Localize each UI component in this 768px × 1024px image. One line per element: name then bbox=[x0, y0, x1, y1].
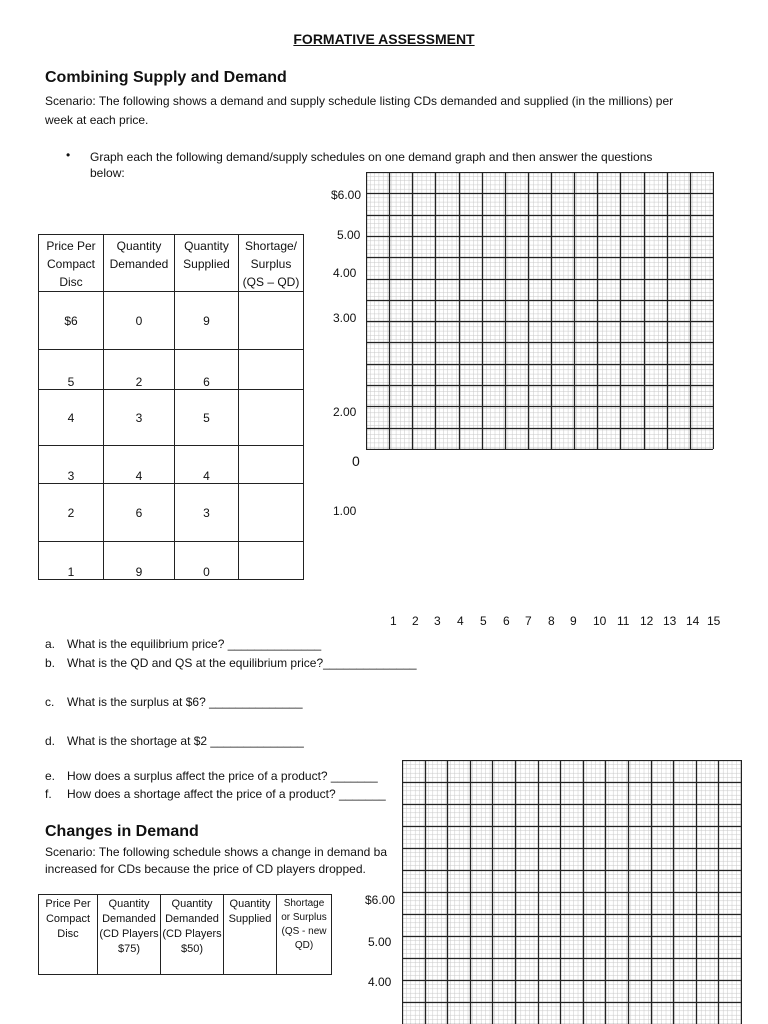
question-b bbox=[45, 656, 417, 670]
question-text: What is the surplus at $6? ______________ bbox=[67, 695, 303, 709]
question-a bbox=[45, 637, 321, 651]
scenario2-text-line1: Scenario: The following schedule shows a change in demand ba bbox=[45, 845, 387, 859]
table-row bbox=[39, 292, 304, 350]
graph1-y-label: 4.00 bbox=[333, 266, 357, 280]
graph1-y-label: 5.00 bbox=[337, 228, 361, 242]
instruction-line1: Graph each the following demand/supply schedules on one demand graph and then answer the questions bbox=[90, 150, 653, 164]
header-qd-50: Quantity Demanded (CD Players $50) bbox=[161, 895, 224, 975]
graph1-x-label: 13 bbox=[663, 614, 677, 628]
cell-qs: 9 bbox=[175, 292, 239, 350]
section-heading-changes-demand: Changes in Demand bbox=[45, 823, 199, 840]
graph1-x-label: 5 bbox=[480, 614, 487, 628]
graph2-y-label: 4.00 bbox=[368, 975, 392, 989]
page-title: FORMATIVE ASSESSMENT bbox=[293, 31, 475, 47]
graph2-y-label: $6.00 bbox=[365, 893, 396, 907]
graph1-y-label: $6.00 bbox=[331, 188, 362, 202]
cell-qs: 4 bbox=[175, 446, 239, 484]
header-quantity-supplied: Quantity Supplied bbox=[175, 235, 239, 292]
cell-qd: 3 bbox=[104, 390, 175, 446]
question-e bbox=[45, 769, 378, 783]
table-row bbox=[39, 350, 304, 390]
graph1-y-label: 3.00 bbox=[333, 311, 357, 325]
cell-price: $6 bbox=[39, 292, 104, 350]
question-marker: f. bbox=[45, 787, 52, 801]
cell-qd: 4 bbox=[104, 446, 175, 484]
graph1-y-label: 2.00 bbox=[333, 405, 357, 419]
cell-qd: 6 bbox=[104, 484, 175, 542]
question-marker: d. bbox=[45, 734, 56, 748]
graph1-x-label: 15 bbox=[707, 614, 721, 628]
question-text: What is the QD and QS at the equilibrium price?______________ bbox=[67, 656, 417, 670]
graph1-x-label: 14 bbox=[686, 614, 700, 628]
cell-qs: 5 bbox=[175, 390, 239, 446]
cell-price: 4 bbox=[39, 390, 104, 446]
cell-qs: 3 bbox=[175, 484, 239, 542]
graph2-grid[interactable] bbox=[402, 760, 742, 1024]
question-f bbox=[45, 787, 386, 801]
cell-answer[interactable] bbox=[239, 292, 304, 350]
cell-qs: 0 bbox=[175, 542, 239, 580]
graph1-x-label: 10 bbox=[593, 614, 607, 628]
cell-qs: 6 bbox=[175, 350, 239, 390]
graph2-y-label: 5.00 bbox=[368, 935, 392, 949]
cell-qd: 2 bbox=[104, 350, 175, 390]
question-c bbox=[45, 695, 303, 709]
graph1-x-label: 4 bbox=[457, 614, 464, 628]
question-text: What is the shortage at $2 ______________ bbox=[67, 734, 304, 748]
header-price: Price Per Compact Disc bbox=[39, 235, 104, 292]
graph1-x-label: 3 bbox=[434, 614, 441, 628]
cell-answer[interactable] bbox=[239, 390, 304, 446]
question-marker: b. bbox=[45, 656, 56, 670]
cell-price: 1 bbox=[39, 542, 104, 580]
header-quantity-supplied: Quantity Supplied bbox=[224, 895, 277, 975]
graph1-x-label: 6 bbox=[503, 614, 510, 628]
cell-answer[interactable] bbox=[239, 446, 304, 484]
table-header-row bbox=[39, 235, 304, 292]
supply-demand-table bbox=[38, 234, 304, 580]
cell-qd: 9 bbox=[104, 542, 175, 580]
graph1-x-label: 12 bbox=[640, 614, 654, 628]
header-shortage-surplus: Shortage or Surplus (QS - new QD) bbox=[277, 895, 332, 975]
section-heading-supply-demand: Combining Supply and Demand bbox=[45, 69, 287, 86]
table-row bbox=[39, 390, 304, 446]
cell-answer[interactable] bbox=[239, 542, 304, 580]
scenario2-text-line2: increased for CDs because the price of CD players dropped. bbox=[45, 862, 366, 876]
question-text: How does a surplus affect the price of a product? _______ bbox=[67, 769, 378, 783]
header-qd-75: Quantity Demanded (CD Players $75) bbox=[98, 895, 161, 975]
question-text: What is the equilibrium price? ______________ bbox=[67, 637, 322, 651]
cell-answer[interactable] bbox=[239, 484, 304, 542]
graph1-x-label: 2 bbox=[412, 614, 419, 628]
question-marker: a. bbox=[45, 637, 56, 651]
scenario-text-line2: week at each price. bbox=[45, 113, 149, 127]
header-quantity-demanded: Quantity Demanded bbox=[104, 235, 175, 292]
graph1-x-label: 8 bbox=[548, 614, 555, 628]
graph1-origin-label: 0 bbox=[352, 453, 360, 469]
graph1-x-label: 11 bbox=[617, 614, 630, 628]
question-d bbox=[45, 734, 304, 748]
graph1-y-label: 1.00 bbox=[333, 504, 357, 518]
table-row bbox=[39, 446, 304, 484]
question-marker: e. bbox=[45, 769, 56, 783]
cell-answer[interactable] bbox=[239, 350, 304, 390]
bullet-icon: • bbox=[66, 148, 71, 162]
table-row bbox=[39, 542, 304, 580]
graph1-x-label: 9 bbox=[570, 614, 577, 628]
cell-qd: 0 bbox=[104, 292, 175, 350]
header-price: Price Per Compact Disc bbox=[39, 895, 98, 975]
cell-price: 2 bbox=[39, 484, 104, 542]
graph1-grid[interactable] bbox=[366, 172, 714, 450]
question-text: How does a shortage affect the price of a product? _______ bbox=[67, 787, 386, 801]
graph1-x-label: 1 bbox=[390, 614, 397, 628]
scenario-text-line1: Scenario: The following shows a demand and supply schedule listing CDs demanded and supplied (in the millions) per bbox=[45, 94, 674, 108]
header-shortage-surplus: Shortage/ Surplus (QS – QD) bbox=[239, 235, 304, 292]
table-row bbox=[39, 484, 304, 542]
instruction-line2: below: bbox=[90, 166, 125, 180]
cell-price: 3 bbox=[39, 446, 104, 484]
cell-price: 5 bbox=[39, 350, 104, 390]
graph1-x-label: 7 bbox=[525, 614, 532, 628]
table-header-row bbox=[39, 895, 332, 975]
question-marker: c. bbox=[45, 695, 55, 709]
demand-change-table bbox=[38, 894, 332, 975]
